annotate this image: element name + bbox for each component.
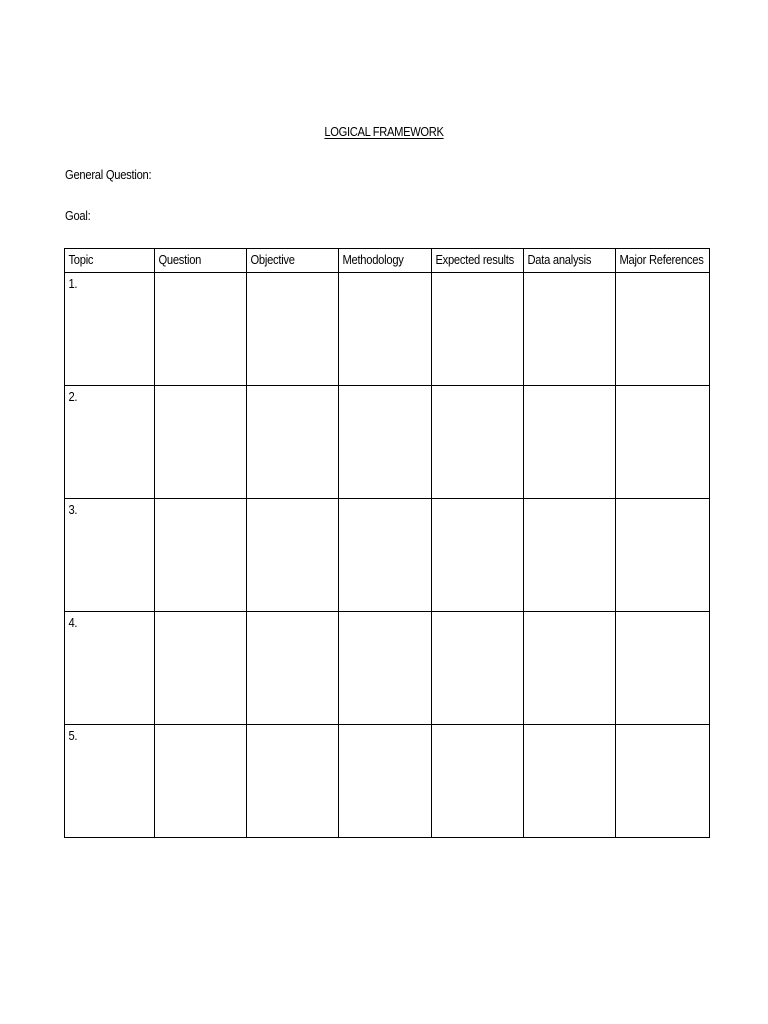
major-references-cell[interactable] (616, 499, 710, 612)
expected-results-cell[interactable] (432, 725, 524, 838)
methodology-cell[interactable] (339, 386, 432, 499)
table-header-row (65, 249, 710, 273)
table-row (65, 725, 710, 838)
objective-cell[interactable] (247, 273, 339, 386)
methodology-cell[interactable] (339, 612, 432, 725)
objective-cell[interactable] (247, 725, 339, 838)
table-row (65, 273, 710, 386)
expected-results-cell[interactable] (432, 499, 524, 612)
question-cell[interactable] (155, 725, 247, 838)
header-objective (247, 249, 339, 273)
question-cell[interactable] (155, 386, 247, 499)
header-label: Major References (619, 252, 704, 267)
topic-cell[interactable] (65, 273, 155, 386)
major-references-cell[interactable] (616, 612, 710, 725)
row-number: 1. (68, 276, 78, 291)
data-analysis-cell[interactable] (524, 612, 616, 725)
row-number: 3. (68, 502, 78, 517)
methodology-cell[interactable] (339, 499, 432, 612)
methodology-cell[interactable] (339, 725, 432, 838)
major-references-cell[interactable] (616, 725, 710, 838)
objective-cell[interactable] (247, 612, 339, 725)
question-cell[interactable] (155, 273, 247, 386)
header-expected-results (432, 249, 524, 273)
table-row (65, 386, 710, 499)
data-analysis-cell[interactable] (524, 386, 616, 499)
table-row (65, 499, 710, 612)
header-label: Question (158, 252, 202, 267)
topic-cell[interactable] (65, 612, 155, 725)
goal-label: Goal: (65, 208, 91, 223)
header-label: Expected results (435, 252, 514, 267)
objective-cell[interactable] (247, 499, 339, 612)
question-cell[interactable] (155, 612, 247, 725)
data-analysis-cell[interactable] (524, 499, 616, 612)
header-methodology (339, 249, 432, 273)
expected-results-cell[interactable] (432, 612, 524, 725)
question-cell[interactable] (155, 499, 247, 612)
topic-cell[interactable] (65, 725, 155, 838)
header-label: Objective (250, 252, 295, 267)
topic-cell[interactable] (65, 386, 155, 499)
header-topic (65, 249, 155, 273)
page-title (54, 124, 714, 139)
row-number: 5. (68, 728, 78, 743)
page-title-text: LOGICAL FRAMEWORK (324, 124, 444, 139)
major-references-cell[interactable] (616, 386, 710, 499)
header-label: Data analysis (527, 252, 592, 267)
major-references-cell[interactable] (616, 273, 710, 386)
table-row (65, 612, 710, 725)
expected-results-cell[interactable] (432, 273, 524, 386)
data-analysis-cell[interactable] (524, 273, 616, 386)
header-data-analysis (524, 249, 616, 273)
logical-framework-table (64, 248, 710, 838)
expected-results-cell[interactable] (432, 386, 524, 499)
row-number: 4. (68, 615, 78, 630)
topic-cell[interactable] (65, 499, 155, 612)
header-label: Topic (68, 252, 94, 267)
header-question (155, 249, 247, 273)
methodology-cell[interactable] (339, 273, 432, 386)
objective-cell[interactable] (247, 386, 339, 499)
general-question-label: General Question: (65, 167, 152, 182)
data-analysis-cell[interactable] (524, 725, 616, 838)
header-label: Methodology (342, 252, 404, 267)
header-major-references (616, 249, 710, 273)
row-number: 2. (68, 389, 78, 404)
